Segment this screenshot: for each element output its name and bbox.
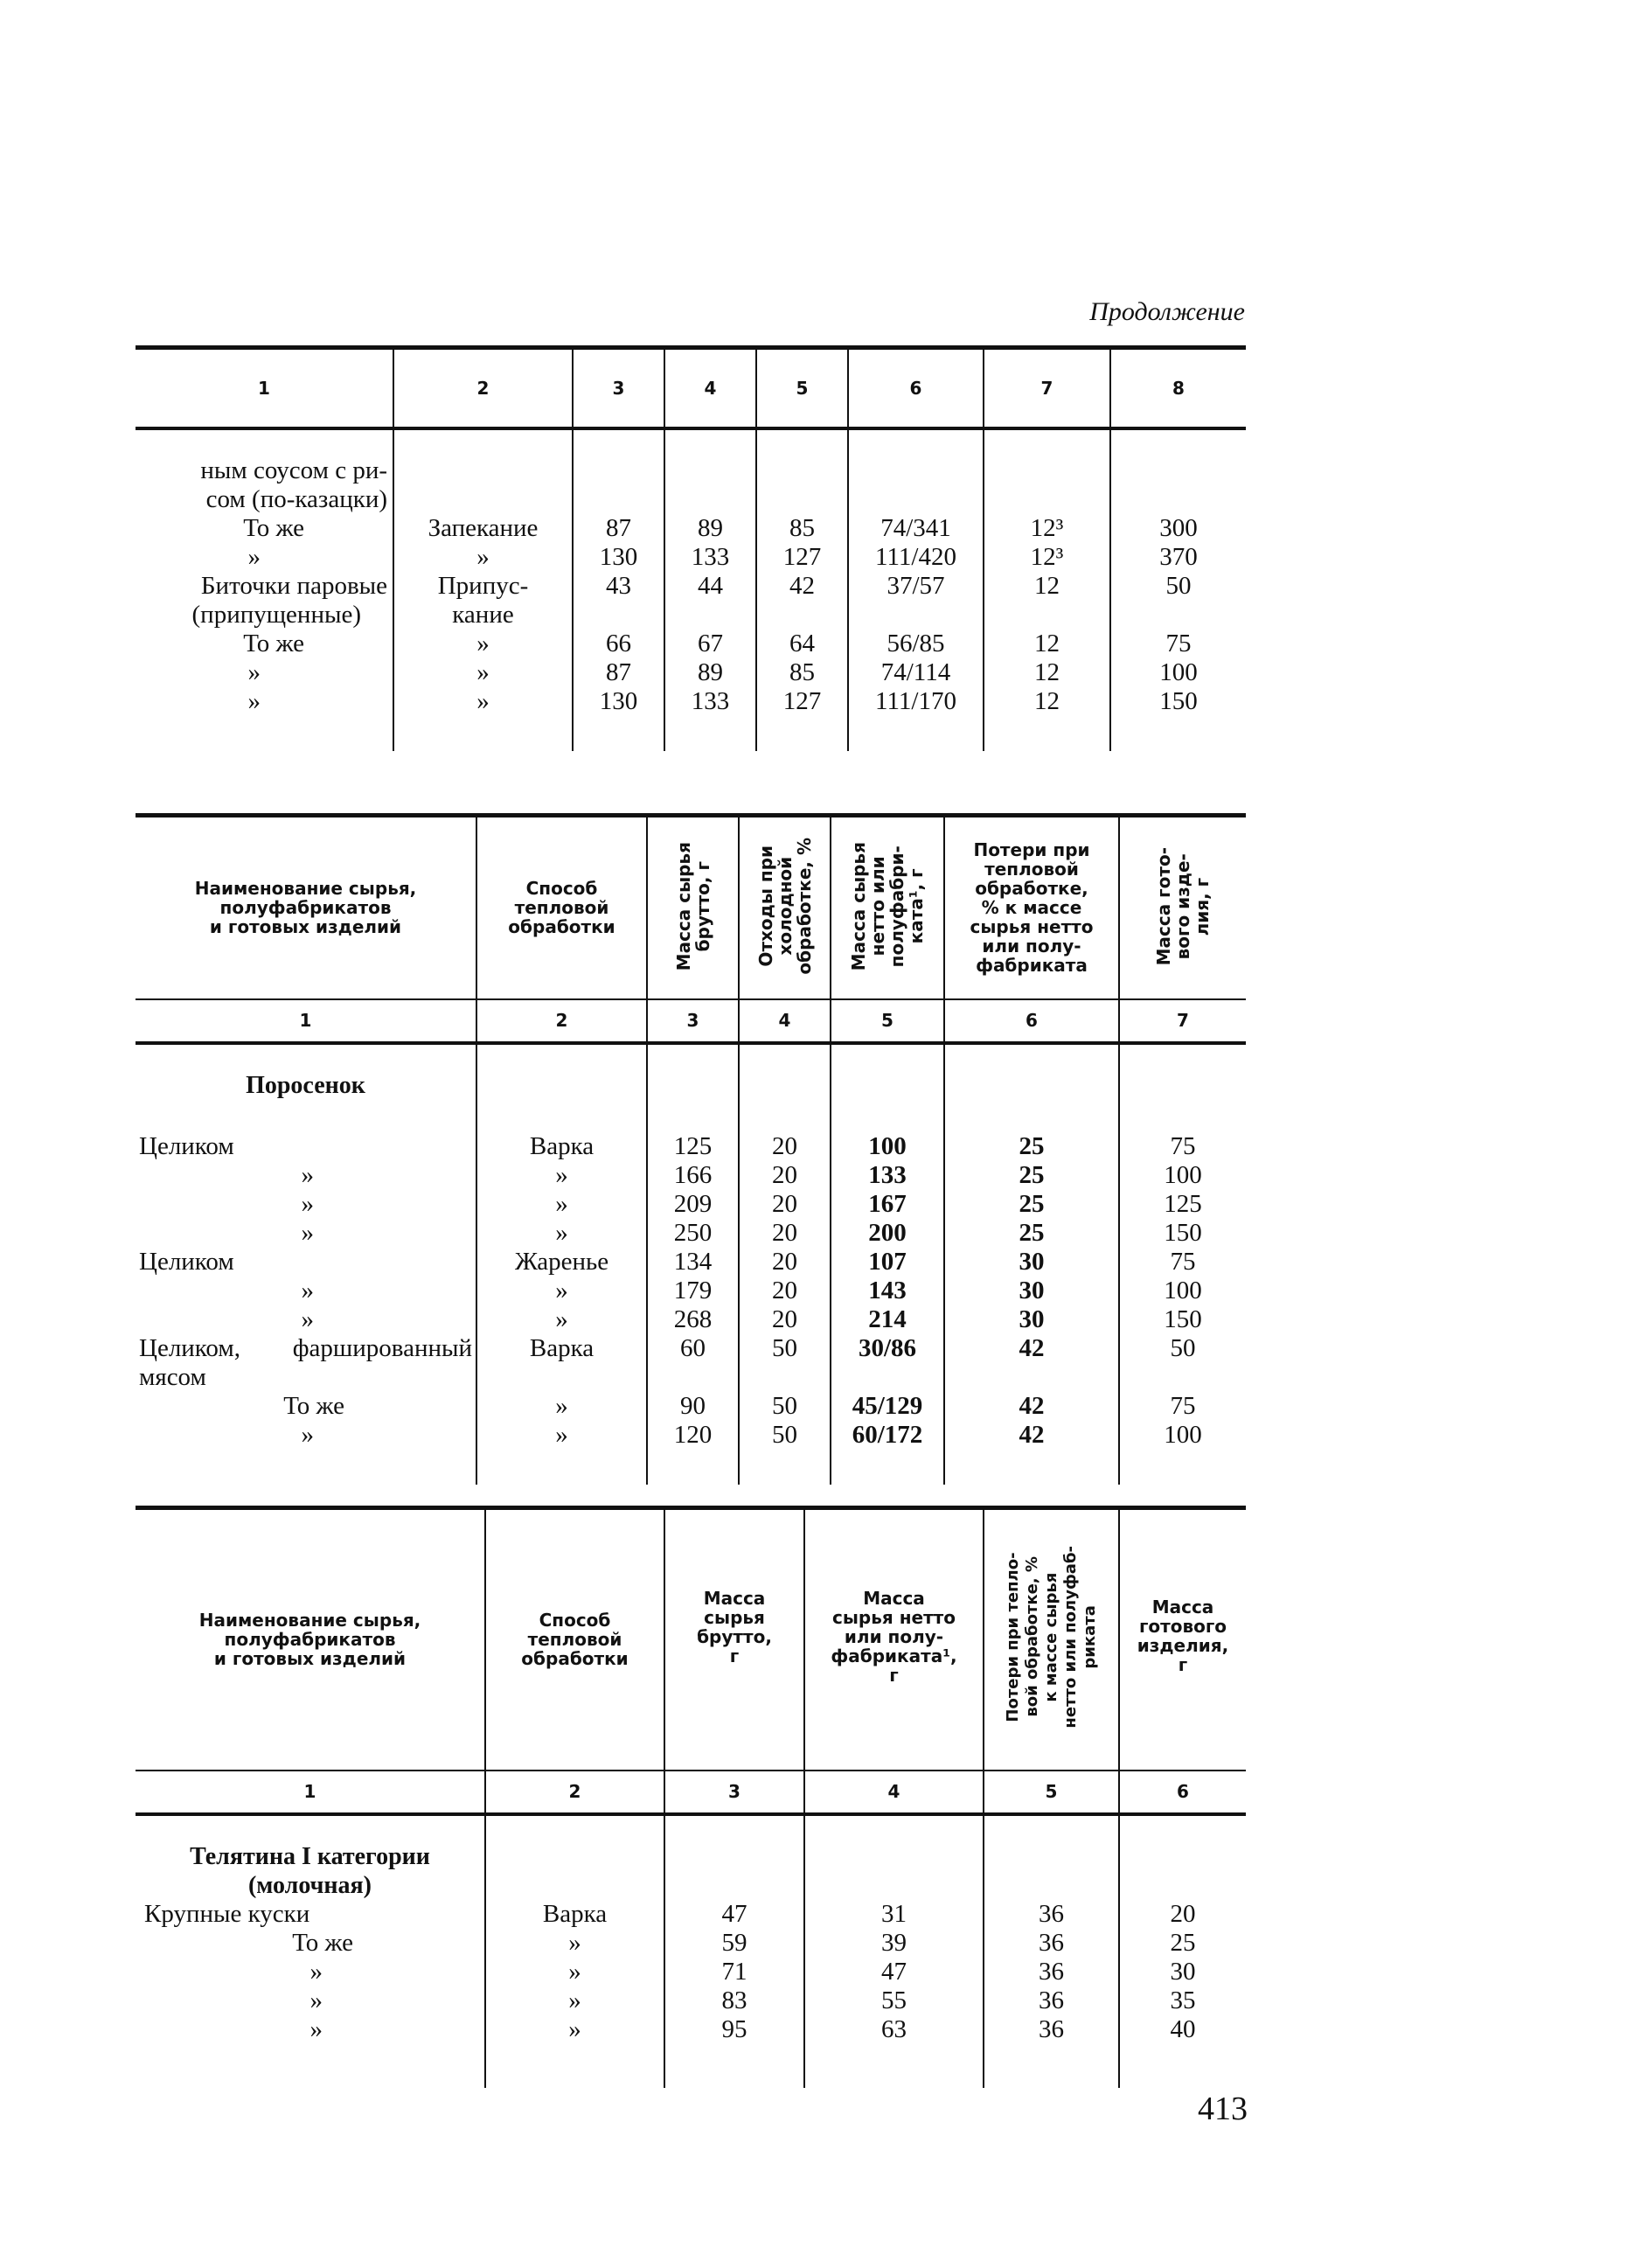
table-cell: 167 bbox=[868, 1189, 907, 1218]
col3 bbox=[664, 1814, 804, 2088]
table-cell: Жаренье bbox=[514, 1247, 609, 1276]
table-cell: 250 bbox=[673, 1218, 713, 1247]
table-cell: 209 bbox=[673, 1189, 713, 1218]
col-number: 7 bbox=[984, 348, 1110, 428]
table-cell: 60 bbox=[680, 1333, 706, 1362]
table-cell: 25 bbox=[1019, 1131, 1045, 1160]
table-cell: 89 bbox=[698, 657, 723, 686]
header-name bbox=[136, 816, 476, 999]
col-number: 7 bbox=[1177, 1010, 1189, 1031]
table-cell: » bbox=[568, 1928, 581, 1957]
table-cell: 90 bbox=[680, 1391, 706, 1420]
header-text: Отходы при холодной обработке, % bbox=[754, 837, 815, 975]
table-cell: 35 bbox=[1170, 1986, 1196, 2014]
col-number: 2 bbox=[485, 1771, 664, 1814]
table-3-body bbox=[136, 1814, 1246, 2088]
table-cell: 75 bbox=[1170, 1391, 1196, 1420]
table-cell: » bbox=[555, 1276, 568, 1304]
table-cell: Варка bbox=[542, 1899, 608, 1928]
table-cell: 107 bbox=[868, 1247, 907, 1276]
table-cell: 100 bbox=[868, 1131, 907, 1160]
table-row-name: » bbox=[309, 1986, 323, 2014]
table-cell: 20 bbox=[772, 1218, 797, 1247]
table-cell: 87 bbox=[606, 513, 631, 542]
name-column bbox=[136, 428, 393, 751]
table-cell: 30/86 bbox=[858, 1333, 917, 1362]
table-cell: 166 bbox=[673, 1160, 713, 1189]
table-cell: 63 bbox=[881, 2014, 907, 2043]
table-row-name: » bbox=[301, 1189, 314, 1218]
table-cell: 50 bbox=[1165, 571, 1192, 600]
table-cell: » bbox=[555, 1218, 568, 1247]
column-number-row bbox=[136, 348, 1246, 428]
col5 bbox=[831, 1043, 944, 1485]
col-number: 4 bbox=[664, 348, 756, 428]
table-cell: 36 bbox=[1039, 1928, 1064, 1957]
table-cell: 30 bbox=[1019, 1276, 1045, 1304]
col-number: 1 bbox=[136, 999, 476, 1043]
table-cell: Варка bbox=[529, 1131, 594, 1160]
table-cell: 47 bbox=[721, 1899, 747, 1928]
table-1 bbox=[136, 345, 1246, 751]
table-cell: 36 bbox=[1039, 1957, 1064, 1986]
table-cell: 12 bbox=[1034, 571, 1060, 600]
table-cell: 60/172 bbox=[852, 1420, 923, 1449]
table-cell: » bbox=[555, 1420, 568, 1449]
col7 bbox=[984, 428, 1110, 751]
table-cell: 74/341 bbox=[880, 513, 951, 542]
section-title: Телятина I категории bbox=[190, 1842, 430, 1870]
name-column bbox=[136, 1814, 485, 2088]
header-row bbox=[136, 1508, 1246, 1771]
table-cell: 150 bbox=[1159, 686, 1198, 715]
table-cell: 45/129 bbox=[852, 1391, 923, 1420]
table-cell: 40 bbox=[1170, 2014, 1196, 2043]
table-cell: 100 bbox=[1159, 657, 1198, 686]
table-cell bbox=[1111, 456, 1246, 485]
table-cell bbox=[757, 601, 847, 630]
table-cell: 25 bbox=[1170, 1928, 1196, 1957]
header-text: Наименование сырья, полуфабрикатов и готовых изделий bbox=[198, 1610, 421, 1670]
table-cell: Варка bbox=[529, 1333, 594, 1362]
table-cell bbox=[984, 456, 1109, 485]
table-cell bbox=[665, 601, 755, 630]
table-cell: 133 bbox=[691, 686, 730, 715]
table-cell: 100 bbox=[1164, 1420, 1202, 1449]
col-number: 6 bbox=[848, 348, 984, 428]
table-cell: 150 bbox=[1164, 1218, 1202, 1247]
table-row-name: » bbox=[301, 1218, 314, 1247]
table-cell bbox=[574, 601, 664, 630]
table-row-name: То же bbox=[283, 1391, 344, 1420]
table-cell: 36 bbox=[1039, 1899, 1064, 1928]
header-text: Масса сырья нетто или полуфабри- ката¹, г bbox=[848, 841, 927, 971]
table-cell: Припус- bbox=[437, 571, 529, 600]
table-cell: 50 bbox=[772, 1333, 797, 1362]
table-cell: 39 bbox=[881, 1928, 907, 1957]
table-cell: » bbox=[568, 1986, 581, 2014]
table-cell: 200 bbox=[868, 1218, 907, 1247]
table-cell: 47 bbox=[881, 1957, 907, 1986]
table-cell: 20 bbox=[772, 1276, 797, 1304]
table-cell: 127 bbox=[782, 686, 822, 715]
method-column bbox=[393, 428, 573, 751]
table-cell: 134 bbox=[673, 1247, 713, 1276]
table-cell: 37/57 bbox=[887, 571, 945, 600]
table-cell: 111/170 bbox=[875, 686, 956, 715]
header-output bbox=[1119, 1508, 1246, 1771]
header-net bbox=[804, 1508, 984, 1771]
header-text: Потери при тепло- вой обработке, % к массе сырья нетто или полуфаб- риката bbox=[1003, 1545, 1099, 1729]
table-cell: 42 bbox=[789, 571, 815, 600]
col-number: 5 bbox=[831, 999, 944, 1043]
table-cell: 12 bbox=[1034, 686, 1060, 715]
header-loss bbox=[944, 816, 1119, 999]
col-number: 3 bbox=[664, 1771, 804, 1814]
table-cell: 12 bbox=[1034, 657, 1060, 686]
table-cell: 30 bbox=[1019, 1304, 1045, 1333]
header-text: Масса готового изделия, г bbox=[1137, 1597, 1229, 1675]
table-cell: 42 bbox=[1019, 1420, 1045, 1449]
table-cell: 75 bbox=[1170, 1247, 1196, 1276]
table-cell: 95 bbox=[721, 2014, 747, 2043]
table-row-name: То же bbox=[243, 513, 304, 542]
table-cell: 20 bbox=[1170, 1899, 1196, 1928]
col8 bbox=[1110, 428, 1246, 751]
table-2 bbox=[136, 813, 1246, 1485]
header-text: Способ тепловой обработки bbox=[508, 878, 615, 938]
table-cell: 25 bbox=[1019, 1160, 1045, 1189]
table-cell: 89 bbox=[698, 513, 723, 542]
section-title: (молочная) bbox=[247, 1871, 372, 1899]
table-cell: » bbox=[568, 1957, 581, 1986]
table-cell: 143 bbox=[868, 1276, 907, 1304]
table-cell: 36 bbox=[1039, 2014, 1064, 2043]
table-row-name: ным соусом с ри- bbox=[200, 456, 387, 484]
column-number-row bbox=[136, 999, 1246, 1043]
col5 bbox=[756, 428, 848, 751]
table-cell: 20 bbox=[772, 1189, 797, 1218]
table-cell: 20 bbox=[772, 1160, 797, 1189]
col-number: 5 bbox=[756, 348, 848, 428]
header-text: Потери при тепловой обработке, % к массе сырья нетто или полу- фабриката bbox=[970, 839, 1094, 977]
table-cell: » bbox=[555, 1304, 568, 1333]
table-cell: » bbox=[476, 686, 490, 715]
name-column bbox=[136, 1043, 476, 1485]
table-cell bbox=[1111, 601, 1246, 630]
table-cell: 25 bbox=[1019, 1218, 1045, 1247]
col-number: 2 bbox=[393, 348, 573, 428]
table-cell: 55 bbox=[881, 1986, 907, 2014]
table-cell: 130 bbox=[599, 542, 638, 571]
table-cell: 56/85 bbox=[887, 629, 945, 657]
table-cell: 30 bbox=[1019, 1247, 1045, 1276]
header-text: Масса сырья брутто, г bbox=[672, 841, 713, 971]
col7 bbox=[1119, 1043, 1246, 1485]
table-cell: 12³ bbox=[1030, 542, 1064, 571]
table-cell: 42 bbox=[1019, 1391, 1045, 1420]
table-cell: » bbox=[555, 1160, 568, 1189]
table-cell: 100 bbox=[1164, 1160, 1202, 1189]
column-number-row bbox=[136, 1771, 1246, 1814]
table-row-name: То же bbox=[292, 1928, 353, 1957]
table-cell: 20 bbox=[772, 1131, 797, 1160]
table-cell: 120 bbox=[673, 1420, 713, 1449]
col4 bbox=[664, 428, 756, 751]
table-cell: » bbox=[476, 657, 490, 686]
table-cell: 71 bbox=[721, 1957, 747, 1986]
table-cell: 74/114 bbox=[880, 657, 951, 686]
table-cell bbox=[849, 601, 983, 630]
table-cell bbox=[394, 456, 572, 485]
header-loss bbox=[984, 1508, 1119, 1771]
table-cell bbox=[757, 485, 847, 514]
table-cell: 12³ bbox=[1030, 513, 1064, 542]
table-cell: 67 bbox=[698, 629, 723, 657]
table-cell: 133 bbox=[868, 1160, 907, 1189]
table-row-name: » bbox=[247, 542, 261, 571]
header-method bbox=[476, 816, 647, 999]
table-cell: » bbox=[555, 1189, 568, 1218]
continuation-label: Продолжение bbox=[1089, 297, 1245, 326]
header-output bbox=[1119, 816, 1246, 999]
table-cell: 133 bbox=[691, 542, 730, 571]
table-cell: 25 bbox=[1019, 1189, 1045, 1218]
table-cell bbox=[574, 456, 664, 485]
table-row-name: » bbox=[247, 686, 261, 715]
table-row-name: » bbox=[301, 1304, 314, 1333]
table-cell: 36 bbox=[1039, 1986, 1064, 2014]
table-cell: 179 bbox=[673, 1276, 713, 1304]
table-cell: 50 bbox=[772, 1391, 797, 1420]
table-cell: 268 bbox=[673, 1304, 713, 1333]
col-number: 3 bbox=[647, 999, 739, 1043]
header-net bbox=[831, 816, 944, 999]
table-cell bbox=[849, 456, 983, 485]
table-cell bbox=[1111, 485, 1246, 514]
header-text: Масса сырья брутто, г bbox=[697, 1588, 772, 1666]
table-row-name: Целиком bbox=[139, 1131, 234, 1160]
table-cell: 111/420 bbox=[875, 542, 956, 571]
table-cell: 30 bbox=[1170, 1957, 1196, 1986]
header-waste bbox=[739, 816, 831, 999]
table-cell: » bbox=[476, 542, 490, 571]
section-title: Поросенок bbox=[246, 1071, 365, 1099]
table-cell bbox=[574, 485, 664, 514]
table-3 bbox=[136, 1506, 1246, 2088]
table-row-name: Крупные куски bbox=[144, 1899, 310, 1928]
table-cell: » bbox=[568, 2014, 581, 2043]
table-cell: 12 bbox=[1034, 629, 1060, 657]
col4 bbox=[739, 1043, 831, 1485]
table-1-body bbox=[136, 428, 1246, 751]
col-number: 6 bbox=[1177, 1781, 1189, 1802]
table-row-name: » bbox=[301, 1420, 314, 1449]
table-cell bbox=[394, 485, 572, 514]
table-cell: 125 bbox=[673, 1131, 713, 1160]
table-row-name: Целиком bbox=[139, 1247, 234, 1276]
header-name bbox=[136, 1508, 485, 1771]
table-cell bbox=[665, 456, 755, 485]
table-cell: 85 bbox=[789, 513, 815, 542]
col-number: 5 bbox=[984, 1771, 1119, 1814]
table-cell: кание bbox=[452, 600, 514, 629]
table-cell: 370 bbox=[1159, 542, 1198, 571]
header-gross bbox=[647, 816, 739, 999]
page-number: 413 bbox=[1198, 2091, 1248, 2127]
table-cell bbox=[665, 485, 755, 514]
col-number: 1 bbox=[136, 1771, 485, 1814]
table-cell: 125 bbox=[1164, 1189, 1202, 1218]
table-cell: 214 bbox=[868, 1304, 907, 1333]
col5 bbox=[984, 1814, 1119, 2088]
table-row-name: (припущенные) bbox=[191, 600, 361, 629]
table-row-name: Биточки паровые bbox=[200, 571, 387, 600]
table-cell: » bbox=[555, 1391, 568, 1420]
header-text: Способ тепловой обработки bbox=[521, 1610, 629, 1670]
table-row-name: сом (по-казацки) bbox=[205, 484, 387, 513]
col-number: 2 bbox=[476, 999, 647, 1043]
table-cell: 300 bbox=[1159, 513, 1198, 542]
table-cell bbox=[757, 456, 847, 485]
table-cell: 83 bbox=[721, 1986, 747, 2014]
table-row-name: » bbox=[247, 657, 261, 686]
table-cell: 75 bbox=[1165, 629, 1192, 657]
table-row-name: То же bbox=[243, 629, 304, 657]
col6 bbox=[1119, 1814, 1246, 2088]
header-gross bbox=[664, 1508, 804, 1771]
table-cell: 44 bbox=[698, 571, 723, 600]
table-2-body bbox=[136, 1043, 1246, 1485]
table-cell bbox=[984, 601, 1109, 630]
table-cell: 50 bbox=[772, 1420, 797, 1449]
header-text: Наименование сырья, полуфабрикатов и готовых изделий bbox=[194, 878, 417, 938]
table-row-name: Целиком, фаршированный мясом bbox=[139, 1333, 472, 1391]
table-cell: » bbox=[476, 629, 490, 657]
table-row-name: » bbox=[301, 1160, 314, 1189]
table-cell bbox=[849, 485, 983, 514]
table-cell: 31 bbox=[881, 1899, 907, 1928]
table-cell: 64 bbox=[789, 629, 815, 657]
header-text: Масса сырья нетто или полу- фабриката¹, г bbox=[831, 1588, 957, 1686]
table-row-name: » bbox=[309, 2014, 323, 2043]
table-cell: 20 bbox=[772, 1304, 797, 1333]
table-cell: 87 bbox=[606, 657, 631, 686]
table-cell: 42 bbox=[1019, 1333, 1045, 1362]
method-column bbox=[476, 1043, 647, 1485]
header-row bbox=[136, 816, 1246, 999]
table-cell: Запекание bbox=[428, 513, 539, 542]
table-cell: 50 bbox=[1170, 1333, 1196, 1362]
table-cell: 75 bbox=[1170, 1131, 1196, 1160]
table-cell: 127 bbox=[782, 542, 822, 571]
col-number: 6 bbox=[944, 999, 1119, 1043]
table-cell: 100 bbox=[1164, 1276, 1202, 1304]
table-cell: 59 bbox=[721, 1928, 747, 1957]
col6 bbox=[944, 1043, 1119, 1485]
table-cell: 130 bbox=[599, 686, 638, 715]
table-row-name: » bbox=[301, 1276, 314, 1304]
col4 bbox=[804, 1814, 984, 2088]
col-number: 4 bbox=[739, 999, 831, 1043]
col3 bbox=[647, 1043, 739, 1485]
header-method bbox=[485, 1508, 664, 1771]
col6 bbox=[848, 428, 984, 751]
table-cell bbox=[984, 485, 1109, 514]
table-cell: 43 bbox=[606, 571, 631, 600]
col-number: 1 bbox=[136, 348, 393, 428]
col-number: 4 bbox=[804, 1771, 984, 1814]
method-column bbox=[485, 1814, 664, 2088]
col-number: 3 bbox=[573, 348, 664, 428]
table-cell: 150 bbox=[1164, 1304, 1202, 1333]
col-number: 8 bbox=[1172, 377, 1185, 399]
table-cell: 20 bbox=[772, 1247, 797, 1276]
header-text: Масса гото- вого изде- лия, г bbox=[1153, 846, 1213, 965]
col3 bbox=[573, 428, 664, 751]
table-cell: 66 bbox=[606, 629, 631, 657]
table-row-name: » bbox=[309, 1957, 323, 1986]
table-cell: 85 bbox=[789, 657, 815, 686]
